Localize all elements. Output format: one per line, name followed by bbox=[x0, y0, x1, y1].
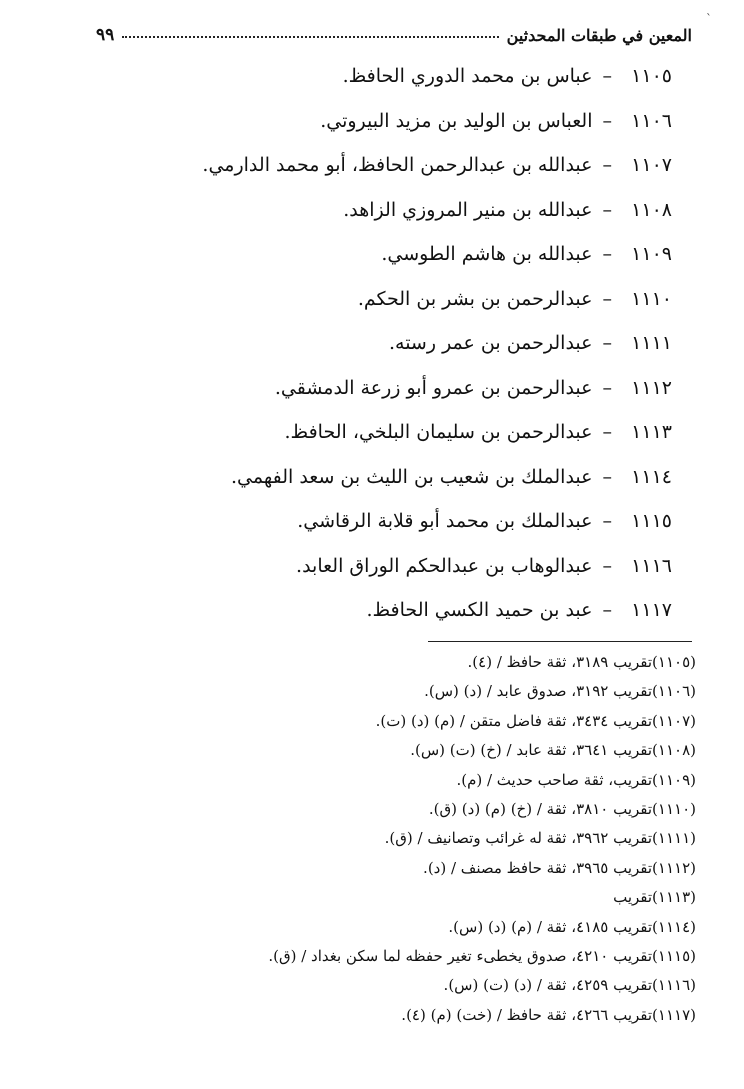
footnote-item: (١١٠٩)تقريب، ثقة صاحب حديث / (م). bbox=[456, 770, 696, 789]
footnote-item: (١١١٧)تقريب ٤٢٦٦، ثقة حافظ / (خت) (م) (٤). bbox=[401, 1005, 696, 1024]
entry-text: عبدالرحمن بن بشر بن الحكم. bbox=[357, 287, 593, 310]
entry-separator: – bbox=[602, 465, 612, 488]
entry-separator: – bbox=[602, 243, 612, 265]
footnote-item: (١١١٣)تقريب bbox=[613, 888, 696, 907]
list-item bbox=[202, 499, 672, 544]
footnote-item: (١١١٥)تقريب ٤٢١٠، صدوق يخطىء تغير حفظه لما سكن بغداد / (ق). bbox=[268, 946, 696, 965]
entry-number: ١١١٥ bbox=[631, 510, 672, 532]
list-item bbox=[202, 588, 672, 633]
entry-separator: – bbox=[602, 421, 612, 443]
list-item bbox=[202, 366, 672, 411]
footnote-item: (١١٠٥)تقريب ٣١٨٩، ثقة حافظ / (٤). bbox=[467, 653, 696, 671]
entry-text: عبدالله بن عبدالرحمن الحافظ، أبو محمد الدارمي. bbox=[202, 154, 593, 176]
entry-number: ١١٠٧ bbox=[631, 154, 672, 176]
entry-text: عبدالله بن هاشم الطوسي. bbox=[381, 243, 593, 265]
header-dot-leader bbox=[122, 36, 498, 38]
entry-number: ١١٠٩ bbox=[631, 243, 672, 265]
entry-text: العباس بن الوليد بن مزيد البيروتي. bbox=[320, 109, 593, 132]
footnote-item: (١١١٦)تقريب ٤٢٥٩، ثقة / (د) (ت) (س). bbox=[443, 976, 696, 995]
list-item bbox=[202, 232, 672, 277]
entry-number: ١١١٣ bbox=[631, 421, 672, 443]
entry-number: ١١١٧ bbox=[631, 599, 672, 621]
entry-text: عباس بن محمد الدوري الحافظ. bbox=[342, 65, 593, 87]
running-header bbox=[96, 20, 692, 50]
list-item bbox=[202, 455, 672, 500]
list-item bbox=[202, 54, 672, 99]
entry-separator: – bbox=[602, 154, 612, 176]
entry-number: ١١١١ bbox=[631, 332, 672, 354]
entry-number: ١١١٠ bbox=[631, 287, 672, 310]
list-item bbox=[202, 99, 672, 144]
entry-number: ١١٠٥ bbox=[631, 65, 672, 87]
list-item bbox=[202, 410, 672, 455]
entry-separator: – bbox=[602, 287, 612, 310]
corner-mark: ` bbox=[706, 12, 712, 26]
entry-text: عبد بن حميد الكسي الحافظ. bbox=[366, 599, 593, 621]
entry-separator: – bbox=[602, 599, 612, 621]
entry-separator: – bbox=[602, 332, 612, 354]
entry-text: عبدالملك بن محمد أبو قلابة الرقاشي. bbox=[297, 510, 593, 532]
list-item bbox=[202, 544, 672, 589]
entry-separator: – bbox=[602, 510, 612, 532]
footnote-rule bbox=[428, 641, 692, 642]
entry-separator: – bbox=[602, 65, 612, 87]
footnote-item: (١١١٠)تقريب ٣٨١٠، ثقة / (خ) (م) (د) (ق). bbox=[428, 799, 696, 818]
entry-separator: – bbox=[602, 376, 612, 399]
entry-number: ١١١٤ bbox=[631, 465, 672, 488]
entry-separator: – bbox=[602, 198, 612, 221]
footnote-list bbox=[156, 648, 696, 1030]
footnote-item: (١١٠٧)تقريب ٣٤٣٤، ثقة فاضل متقن / (م) (د) (ت). bbox=[375, 711, 696, 730]
footnote-item: (١١١٢)تقريب ٣٩٦٥، ثقة حافظ مصنف / (د). bbox=[423, 858, 696, 877]
entry-text: عبدالوهاب بن عبدالحكم الوراق العابد. bbox=[296, 554, 593, 577]
entry-separator: – bbox=[602, 554, 612, 577]
entry-number: ١١١٢ bbox=[631, 376, 672, 399]
page-number: ٩٩ bbox=[96, 25, 115, 45]
entry-text: عبدالرحمن بن سليمان البلخي، الحافظ. bbox=[284, 421, 593, 443]
entry-number: ١١٠٨ bbox=[631, 198, 672, 221]
entry-text: عبدالرحمن بن عمر رسته. bbox=[388, 332, 593, 354]
footnote-item: (١١١١)تقريب ٣٩٦٢، ثقة له غرائب وتصانيف / (ق). bbox=[384, 829, 696, 848]
list-item bbox=[202, 277, 672, 322]
entry-text: عبدالرحمن بن عمرو أبو زرعة الدمشقي. bbox=[274, 376, 593, 399]
entry-text: عبدالله بن منير المروزي الزاهد. bbox=[343, 198, 593, 221]
entry-list bbox=[202, 54, 672, 633]
entry-separator: – bbox=[602, 109, 612, 132]
entry-text: عبدالملك بن شعيب بن الليث بن سعد الفهمي. bbox=[230, 465, 593, 488]
list-item bbox=[202, 188, 672, 233]
list-item bbox=[202, 321, 672, 366]
footnote-item: (١١٠٨)تقريب ٣٦٤١، ثقة عابد / (خ) (ت) (س). bbox=[410, 741, 696, 760]
header-title: المعين في طبقات المحدثين bbox=[506, 25, 692, 45]
footnote-item: (١١٠٦)تقريب ٣١٩٢، صدوق عابد / (د) (س). bbox=[424, 682, 696, 701]
footnote-item: (١١١٤)تقريب ٤١٨٥، ثقة / (م) (د) (س). bbox=[448, 917, 696, 936]
entry-number: ١١٠٦ bbox=[631, 109, 672, 132]
entry-number: ١١١٦ bbox=[631, 554, 672, 577]
list-item bbox=[202, 143, 672, 188]
